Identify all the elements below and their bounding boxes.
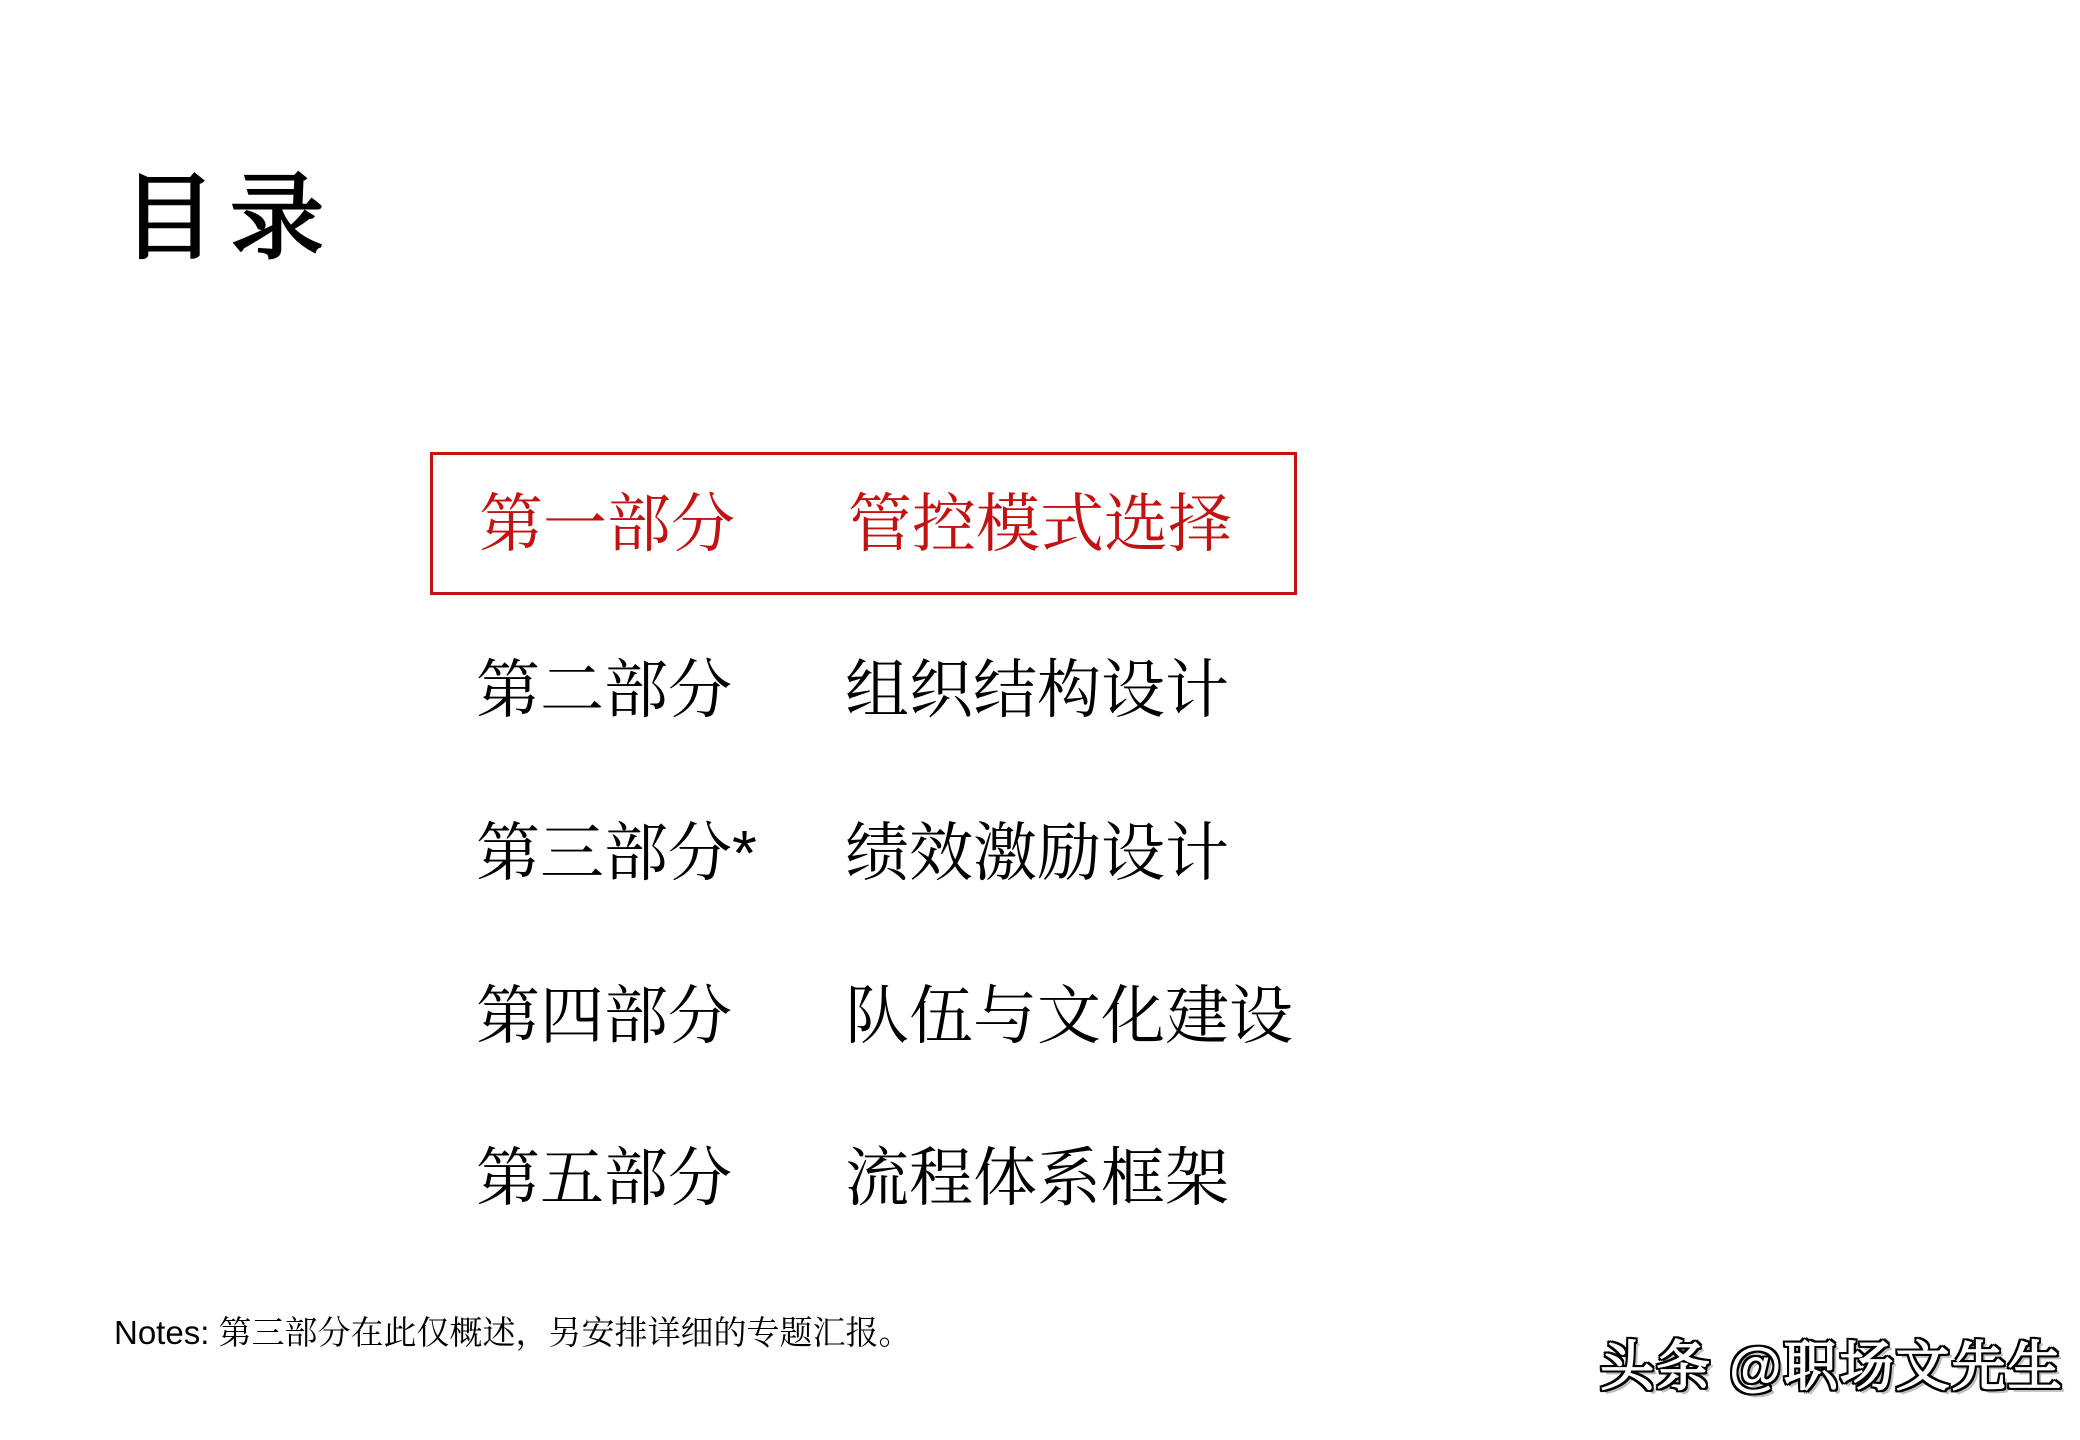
toc-part-label: 第二部分 (476, 654, 732, 726)
toc-part-label: 第一部分 (479, 487, 735, 560)
toc-topic-label: 管控模式选择 (848, 487, 1232, 560)
footnote (114, 1312, 912, 1355)
toc-topic-label: 流程体系框架 (845, 1142, 1229, 1214)
toc-part-label: 第三部分* (476, 817, 757, 889)
toc-item-part5 (476, 1142, 1229, 1214)
toc-part-label: 第四部分 (476, 980, 732, 1052)
toc-topic-label: 绩效激励设计 (845, 817, 1229, 889)
toc-item-part2 (476, 654, 1229, 726)
page-title: 目录 (122, 167, 339, 271)
toc-part-label: 第五部分 (476, 1142, 732, 1214)
toc-topic-label: 队伍与文化建设 (845, 980, 1293, 1052)
toutiao-watermark: 头条 @职场文先生 (1600, 1337, 2064, 1397)
footnote-label: Notes: (114, 1314, 210, 1351)
footnote-text: 第三部分在此仅概述，另安排详细的专题汇报。 (218, 1316, 912, 1352)
toc-topic-label: 组织结构设计 (845, 654, 1229, 726)
toc-item-part4 (476, 980, 1293, 1052)
toc-item-part3 (476, 817, 1229, 889)
toc-item-part1 (430, 452, 1297, 595)
